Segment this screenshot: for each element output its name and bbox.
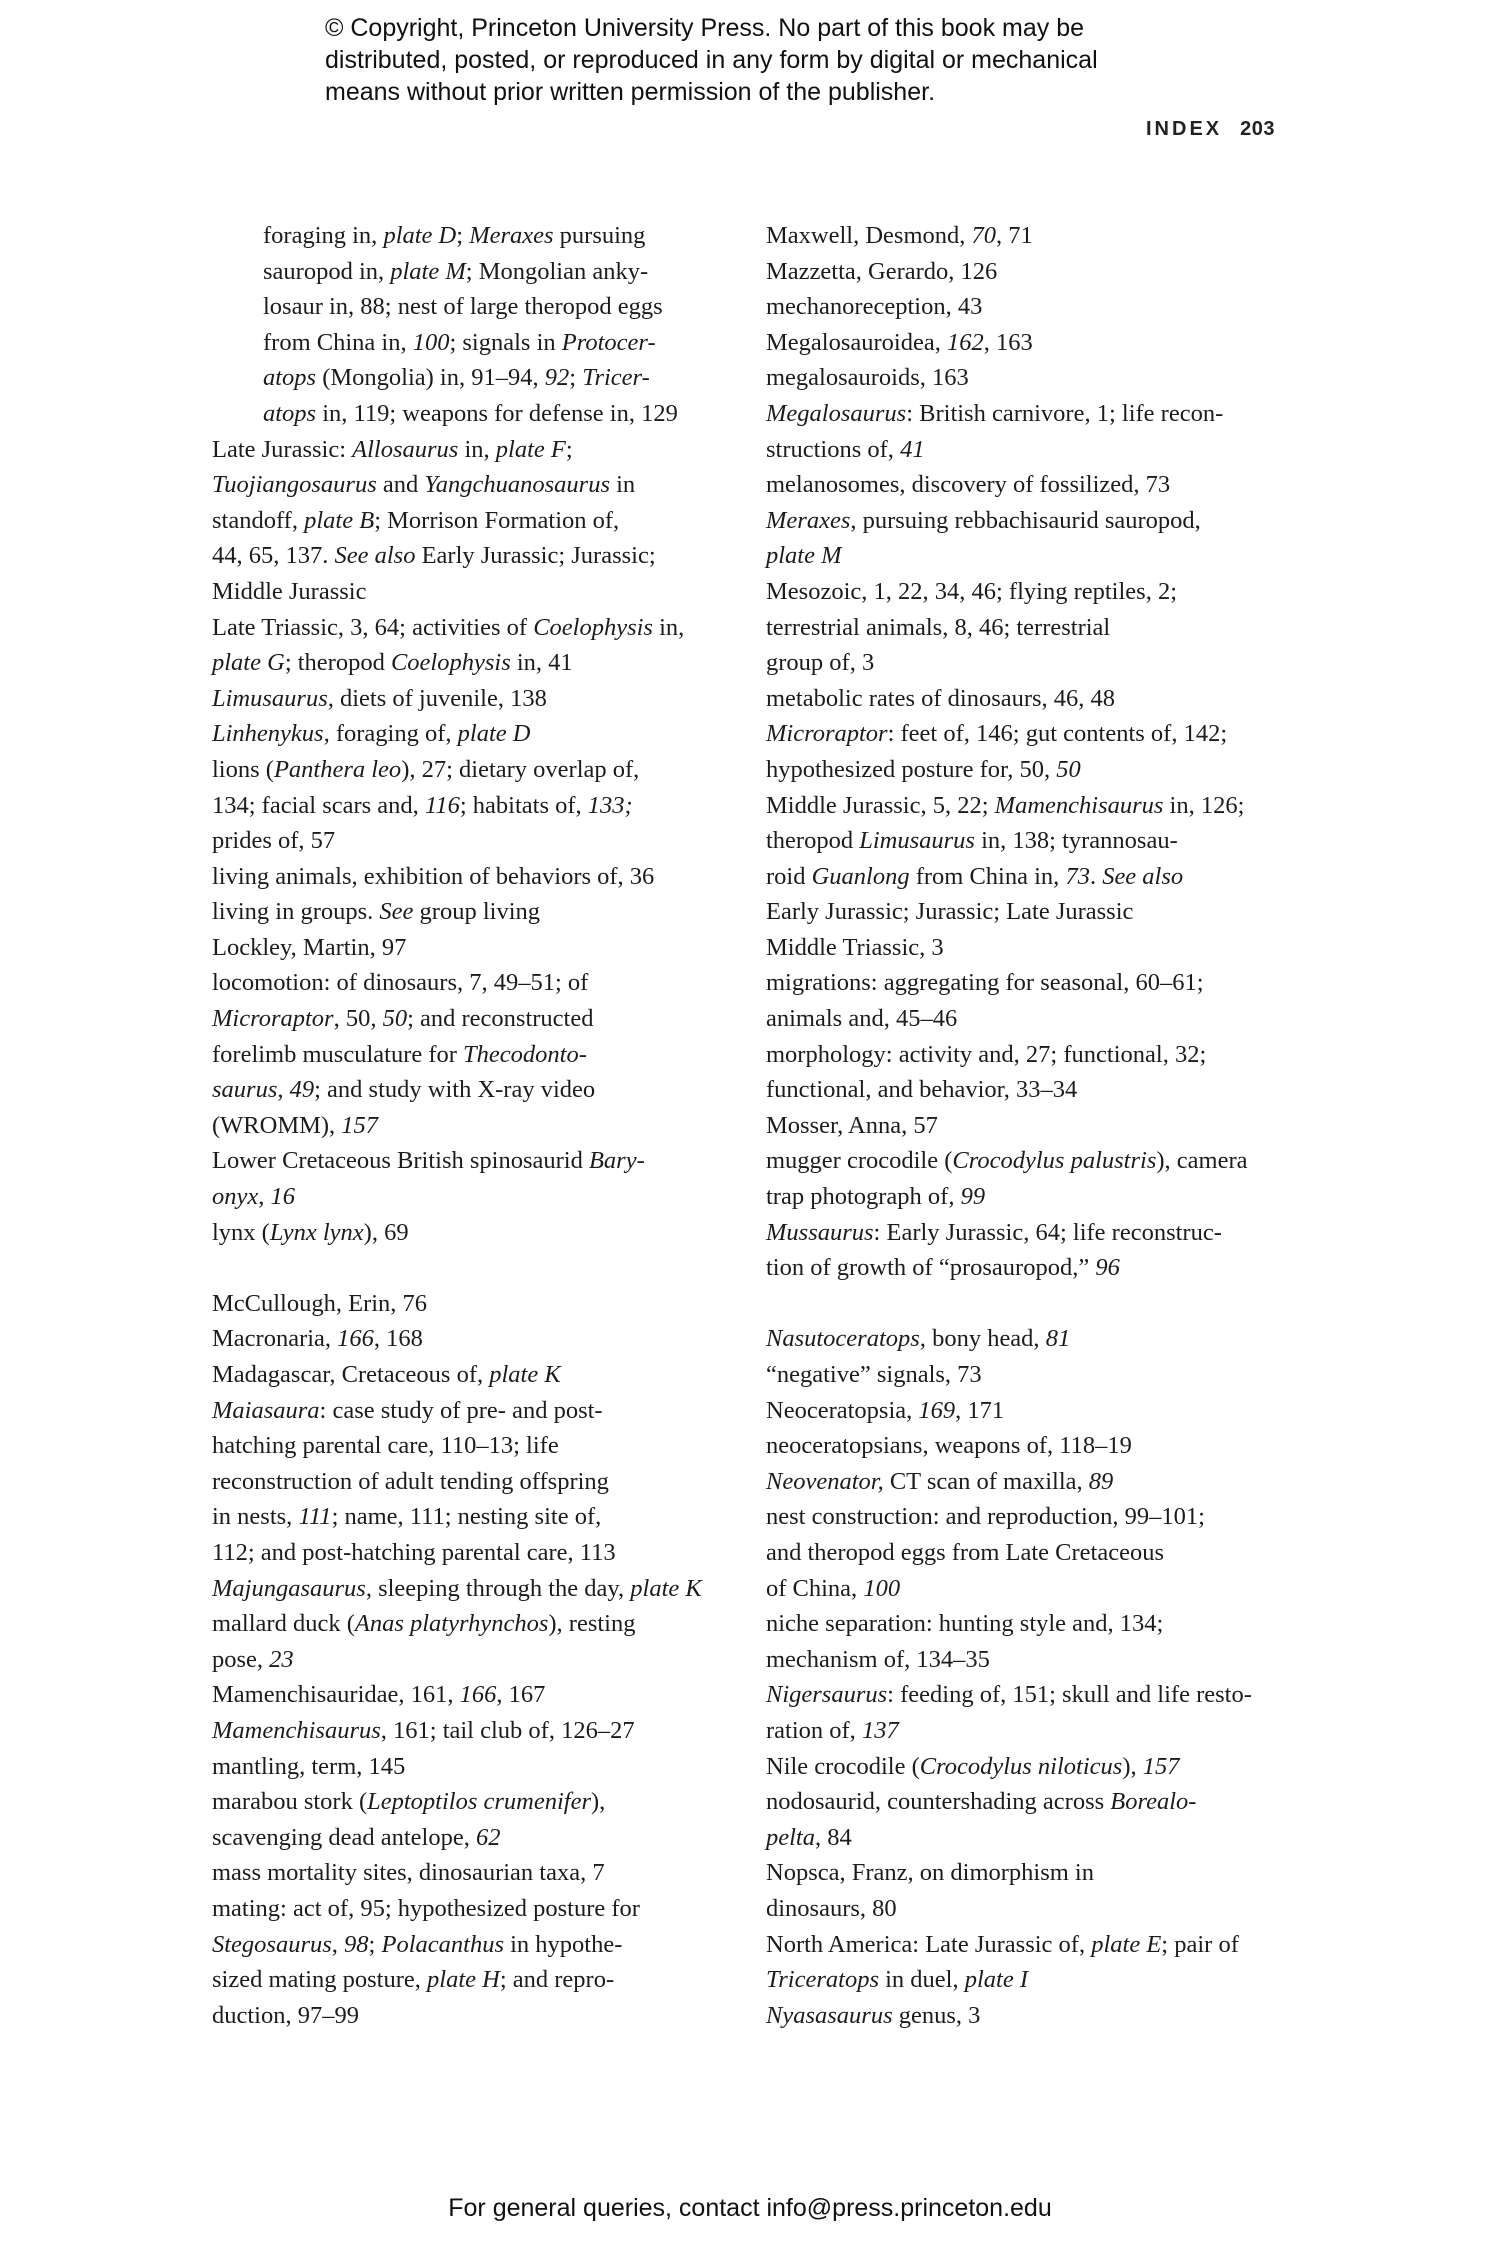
index-entry-line: animals and, 45–46 xyxy=(766,1005,958,1033)
index-entry-line: Mamenchisauridae, 161, 166, 167 xyxy=(212,1681,546,1709)
index-entry-line: forelimb musculature for Thecodonto- xyxy=(212,1040,587,1068)
index-entry xyxy=(766,1357,1301,1393)
letter-group-gap xyxy=(766,1286,1301,1322)
index-entry-line: Late Triassic, 3, 64; activities of Coelophysis in, xyxy=(212,613,685,641)
index-entry-line: Microraptor: feet of, 146; gut contents of, 142; xyxy=(766,720,1228,748)
copyright-line: distributed, posted, or reproduced in any form by digital or mechanical xyxy=(325,46,1098,74)
index-column-left xyxy=(212,218,732,2033)
index-entry xyxy=(212,859,732,895)
index-entry-line: losaur in, 88; nest of large theropod eggs xyxy=(263,293,663,321)
index-entry-line: living animals, exhibition of behaviors of, 36 xyxy=(212,862,655,890)
index-entry xyxy=(212,1571,732,1607)
index-entry-line: reconstruction of adult tending offspring xyxy=(212,1467,609,1495)
index-entry-line: duction, 97–99 xyxy=(212,2001,359,2029)
index-entry xyxy=(212,1784,732,1855)
index-entry xyxy=(212,1713,732,1749)
index-entry-line: Nile crocodile (Crocodylus niloticus), 157 xyxy=(766,1752,1180,1780)
index-entry-line: (WROMM), 157 xyxy=(212,1111,379,1139)
index-entry-line: of China, 100 xyxy=(766,1574,901,1602)
index-entry-line: Late Jurassic: Allosaurus in, plate F; xyxy=(212,435,573,463)
index-entry-line: Limusaurus, diets of juvenile, 138 xyxy=(212,684,547,712)
index-entry-line: theropod Limusaurus in, 138; tyrannosau- xyxy=(766,827,1178,855)
index-entry-line: mechanoreception, 43 xyxy=(766,293,983,321)
index-entry xyxy=(766,503,1301,574)
index-entry-line: saurus, 49; and study with X-ray video xyxy=(212,1076,596,1104)
index-entry-line: dinosaurs, 80 xyxy=(766,1894,897,1922)
index-entry xyxy=(766,1464,1301,1500)
index-entry xyxy=(766,396,1301,467)
index-entry-line: onyx, 16 xyxy=(212,1183,295,1211)
index-entry-line: Nasutoceratops, bony head, 81 xyxy=(766,1325,1071,1353)
index-entry xyxy=(766,930,1301,966)
index-entry-line: from China in, 100; signals in Protocer- xyxy=(263,328,656,356)
index-entry xyxy=(766,1393,1301,1429)
index-entry-line: Macronaria, 166, 168 xyxy=(212,1325,423,1353)
index-entry-line: nest construction: and reproduction, 99–101; xyxy=(766,1503,1205,1531)
index-entry xyxy=(212,1891,732,2033)
index-entry xyxy=(212,1677,732,1713)
index-entry xyxy=(766,1321,1301,1357)
index-entry-line: “negative” signals, 73 xyxy=(766,1361,982,1388)
index-entry-line: morphology: activity and, 27; functional, 32; xyxy=(766,1040,1207,1068)
index-entry-line: Nopsca, Franz, on dimorphism in xyxy=(766,1859,1094,1887)
index-entry-line: North America: Late Jurassic of, plate E; pair of xyxy=(766,1930,1239,1958)
footer-contact: For general queries, contact info@press.princeton.edu xyxy=(448,2194,1052,2222)
index-entry-line: mantling, term, 145 xyxy=(212,1752,406,1780)
index-column-right xyxy=(766,218,1301,2033)
index-entry-line: pelta, 84 xyxy=(766,1823,852,1851)
index-entry-line: functional, and behavior, 33–34 xyxy=(766,1076,1078,1104)
index-entry-line: and theropod eggs from Late Cretaceous xyxy=(766,1538,1164,1566)
index-entry-line: Mosser, Anna, 57 xyxy=(766,1111,938,1139)
index-entry-line: lions (Panthera leo), 27; dietary overlap of, xyxy=(212,755,640,783)
index-entry-line: Madagascar, Cretaceous of, plate K xyxy=(212,1361,561,1388)
index-entry xyxy=(766,1428,1301,1464)
index-entry-line: Tuojiangosaurus and Yangchuanosaurus in xyxy=(212,471,636,499)
index-entry-line: lynx (Lynx lynx), 69 xyxy=(212,1218,409,1246)
index-entry xyxy=(766,1143,1301,1214)
page-number: 203 xyxy=(1240,118,1275,140)
index-entry-line: Lower Cretaceous British spinosaurid Bary- xyxy=(212,1147,645,1175)
index-entry-line: sized mating posture, plate H; and repro- xyxy=(212,1966,615,1994)
index-entry xyxy=(212,1855,732,1891)
running-head xyxy=(1146,118,1275,141)
index-entry-line: group of, 3 xyxy=(766,649,875,677)
index-entry xyxy=(212,1357,732,1393)
index-entry-line: plate M xyxy=(766,542,842,570)
index-entry xyxy=(212,610,732,681)
index-entry-line: Middle Jurassic, 5, 22; Mamenchisaurus in, 126; xyxy=(766,791,1245,819)
index-entry-line: structions of, 41 xyxy=(766,435,925,463)
index-entry-line: Mussaurus: Early Jurassic, 64; life reconstruc- xyxy=(766,1218,1222,1246)
index-entry-line: Majungasaurus, sleeping through the day, plate K xyxy=(212,1574,702,1602)
index-entry-line: Lockley, Martin, 97 xyxy=(212,933,407,961)
index-entry-line: migrations: aggregating for seasonal, 60–61; xyxy=(766,969,1204,997)
index-entry xyxy=(766,467,1301,503)
index-entry-line: plate G; theropod Coelophysis in, 41 xyxy=(212,649,573,677)
index-entry xyxy=(766,1108,1301,1144)
index-entry xyxy=(766,1677,1301,1748)
index-entry-line: neoceratopsians, weapons of, 118–19 xyxy=(766,1432,1132,1460)
index-entry-line: Middle Triassic, 3 xyxy=(766,933,944,961)
index-entry xyxy=(766,1927,1301,1998)
index-entry xyxy=(212,930,732,966)
index-entry-line: mechanism of, 134–35 xyxy=(766,1645,990,1673)
index-entry xyxy=(766,254,1301,290)
index-entry-line: metabolic rates of dinosaurs, 46, 48 xyxy=(766,684,1116,712)
index-entry-line: mallard duck (Anas platyrhynchos), resting xyxy=(212,1610,636,1638)
index-entry-line: marabou stork (Leptoptilos crumenifer), xyxy=(212,1788,606,1816)
index-entry xyxy=(766,965,1301,1036)
index-entry-line: hatching parental care, 110–13; life xyxy=(212,1432,559,1460)
index-entry-line: Maiasaura: case study of pre- and post- xyxy=(212,1396,603,1424)
index-entry-line: Megalosaurus: British carnivore, 1; life recon- xyxy=(766,399,1224,427)
index-entry xyxy=(212,965,732,1143)
index-entry-line: roid Guanlong from China in, 73. See also xyxy=(766,862,1184,890)
copyright-line: means without prior written permission of the publisher. xyxy=(325,78,936,106)
index-entry-line: sauropod in, plate M; Mongolian anky- xyxy=(263,257,649,285)
index-entry-line: 112; and post-hatching parental care, 113 xyxy=(212,1538,616,1566)
index-entry xyxy=(212,716,732,752)
index-entry xyxy=(766,1998,1301,2034)
index-entry-line: Triceratops in duel, plate I xyxy=(766,1966,1029,1994)
index-entry xyxy=(212,894,732,930)
index-entry xyxy=(766,574,1301,681)
index-entry-line: niche separation: hunting style and, 134; xyxy=(766,1610,1164,1638)
index-entry-line: Middle Jurassic xyxy=(212,577,367,605)
index-entry-line: Megalosauroidea, 162, 163 xyxy=(766,328,1033,356)
index-entry-line: Mamenchisaurus, 161; tail club of, 126–27 xyxy=(212,1716,635,1744)
index-entry xyxy=(766,1215,1301,1286)
index-entry-line: Mazzetta, Gerardo, 126 xyxy=(766,257,998,285)
index-entry-line: mugger crocodile (Crocodylus palustris), camera xyxy=(766,1147,1248,1175)
index-entry xyxy=(766,289,1301,325)
index-entry-line: nodosaurid, countershading across Borealo- xyxy=(766,1788,1197,1816)
index-entry xyxy=(766,218,1301,254)
index-entry xyxy=(212,681,732,717)
index-entry-line: foraging in, plate D; Meraxes pursuing xyxy=(263,222,646,249)
index-entry xyxy=(212,1286,732,1322)
index-entry-line: Microraptor, 50, 50; and reconstructed xyxy=(212,1005,594,1033)
index-entry-line: atops in, 119; weapons for defense in, 129 xyxy=(263,399,678,427)
index-entry xyxy=(212,1143,732,1214)
index-entry-line: terrestrial animals, 8, 46; terrestrial xyxy=(766,613,1111,641)
index-entry-line: standoff, plate B; Morrison Formation of, xyxy=(212,506,620,534)
index-entry-line: locomotion: of dinosaurs, 7, 49–51; of xyxy=(212,969,589,997)
index-entry-line: living in groups. See group living xyxy=(212,898,541,926)
index-entry xyxy=(766,681,1301,717)
index-entry-line: Neovenator, CT scan of maxilla, 89 xyxy=(766,1467,1114,1495)
index-entry-line: pose, 23 xyxy=(212,1645,294,1673)
index-entry xyxy=(766,1749,1301,1785)
index-entry xyxy=(212,432,732,610)
index-entry xyxy=(212,1606,732,1677)
index-entry xyxy=(212,218,732,432)
copyright-notice xyxy=(325,12,1245,108)
index-entry-line: Stegosaurus, 98; Polacanthus in hypothe- xyxy=(212,1930,623,1958)
index-entry-line: McCullough, Erin, 76 xyxy=(212,1289,428,1317)
index-entry-line: scavenging dead antelope, 62 xyxy=(212,1823,501,1851)
index-entry xyxy=(766,1784,1301,1855)
index-entry-line: Early Jurassic; Jurassic; Late Jurassic xyxy=(766,898,1134,926)
copyright-line: © Copyright, Princeton University Press. No part of this book may be xyxy=(325,14,1085,42)
index-entry-line: 44, 65, 137. See also Early Jurassic; Jurassic; xyxy=(212,542,656,570)
index-entry xyxy=(212,752,732,859)
index-entry-line: mating: act of, 95; hypothesized posture for xyxy=(212,1894,640,1922)
index-entry-line: mass mortality sites, dinosaurian taxa, 7 xyxy=(212,1859,605,1887)
index-entry-line: Linhenykus, foraging of, plate D xyxy=(212,720,531,748)
index-entry xyxy=(766,716,1301,787)
index-entry-line: ration of, 137 xyxy=(766,1716,899,1744)
index-entry-line: Nyasasaurus genus, 3 xyxy=(766,2001,981,2029)
index-entry-line: Neoceratopsia, 169, 171 xyxy=(766,1396,1005,1424)
index-entry xyxy=(212,1749,732,1785)
index-entry-line: hypothesized posture for, 50, 50 xyxy=(766,755,1081,783)
index-entry xyxy=(766,325,1301,361)
index-entry-line: megalosauroids, 163 xyxy=(766,364,969,392)
index-entry-line: melanosomes, discovery of fossilized, 73 xyxy=(766,471,1171,499)
index-entry xyxy=(766,1606,1301,1677)
index-entry xyxy=(212,1215,732,1251)
index-entry-line: 134; facial scars and, 116; habitats of, 133; xyxy=(212,791,633,819)
index-entry-line: in nests, 111; name, 111; nesting site of, xyxy=(212,1503,602,1531)
index-entry-line: Mesozoic, 1, 22, 34, 46; flying reptiles, 2; xyxy=(766,577,1177,605)
index-entry xyxy=(766,1855,1301,1926)
index-entry-line: Meraxes, pursuing rebbachisaurid sauropod, xyxy=(766,506,1201,534)
section-title: INDEX xyxy=(1146,118,1223,140)
index-entry-line: atops (Mongolia) in, 91–94, 92; Tricer- xyxy=(263,364,650,392)
letter-group-gap xyxy=(212,1250,732,1286)
index-entry xyxy=(766,1037,1301,1108)
index-entry-line: trap photograph of, 99 xyxy=(766,1183,986,1211)
index-entry xyxy=(766,788,1301,930)
index-entry-line: tion of growth of “prosauropod,” 96 xyxy=(766,1254,1120,1282)
index-entry xyxy=(212,1393,732,1571)
index-entry xyxy=(766,360,1301,396)
index-entry xyxy=(212,1321,732,1357)
index-entry xyxy=(766,1499,1301,1606)
index-entry-line: prides of, 57 xyxy=(212,827,336,855)
index-entry-line: Nigersaurus: feeding of, 151; skull and life resto- xyxy=(766,1681,1252,1709)
index-entry-line: Maxwell, Desmond, 70, 71 xyxy=(766,222,1033,249)
